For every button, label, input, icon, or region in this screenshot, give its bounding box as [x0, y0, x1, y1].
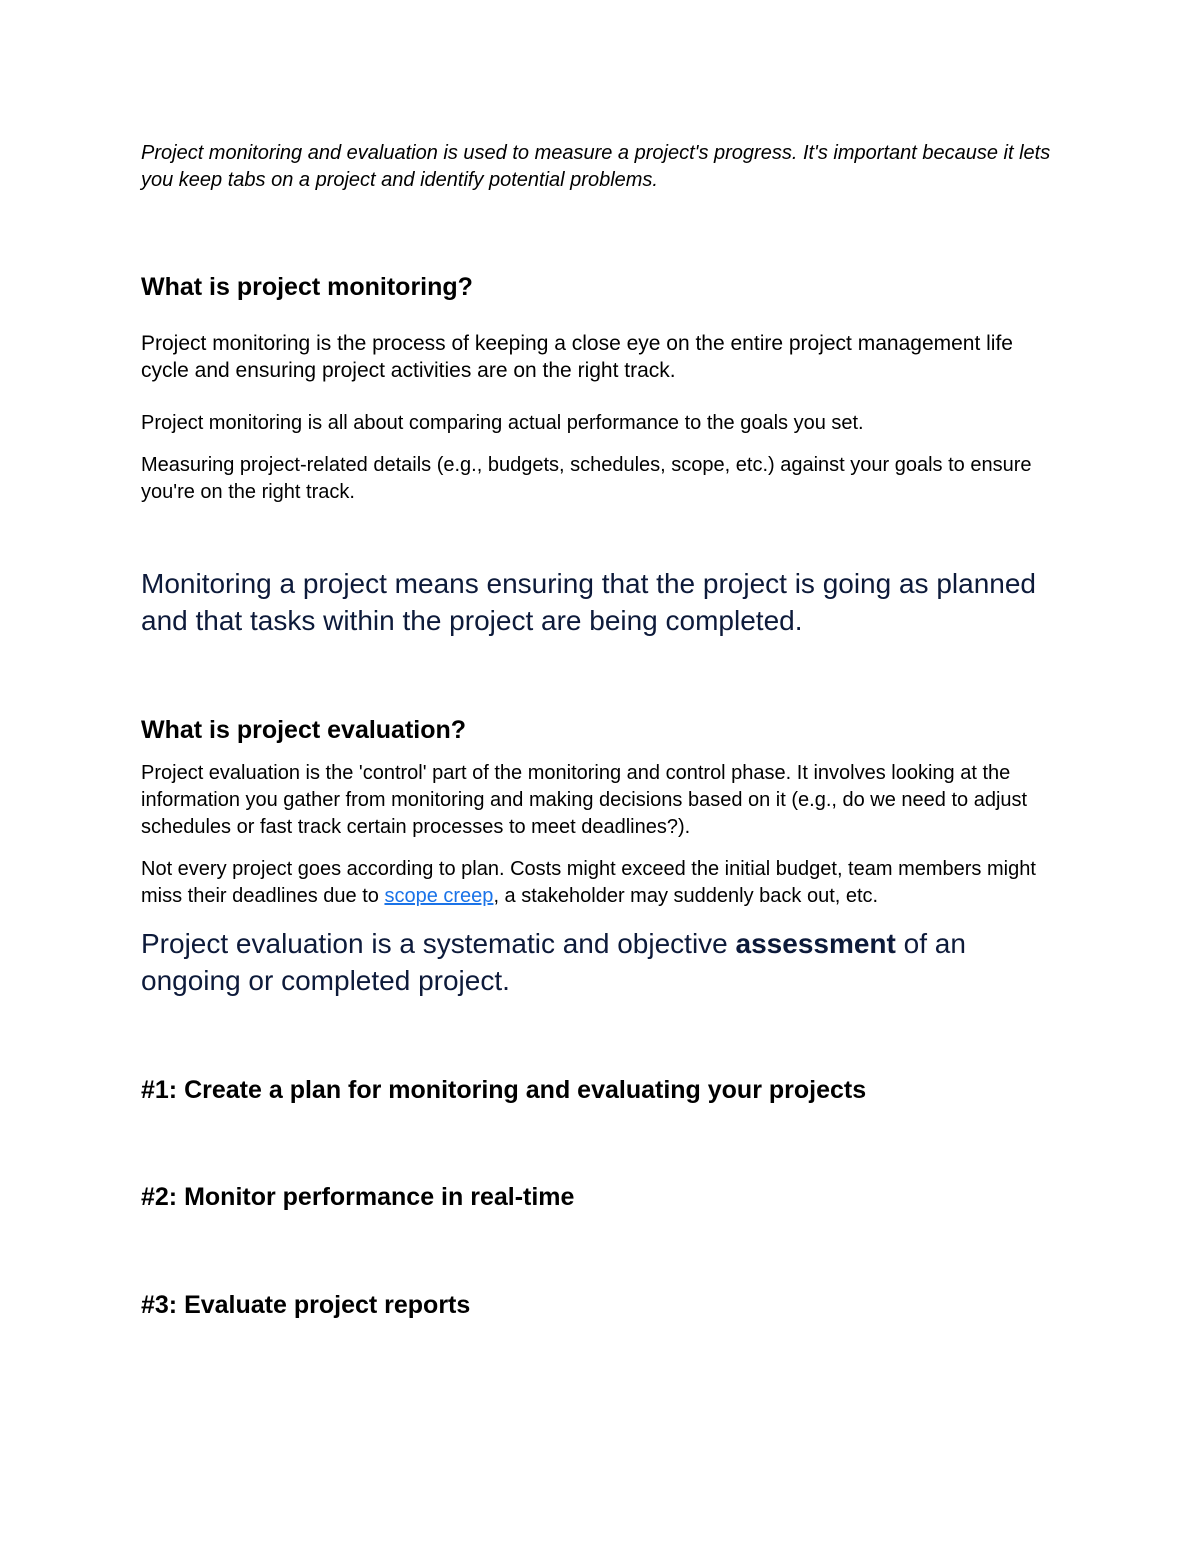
- step-1-heading: #1: Create a plan for monitoring and evaluating your projects: [141, 1076, 867, 1104]
- evaluation-callout-start: Project evaluation is a systematic and objective: [141, 928, 736, 959]
- monitoring-paragraph-3: Measuring project-related details (e.g., budgets, schedules, scope, etc.) against your goals to ensure you're on the right track.: [141, 454, 1032, 503]
- evaluation-paragraph-2-end: , a stakeholder may suddenly back out, etc.: [493, 885, 879, 907]
- evaluation-heading: What is project evaluation?: [141, 716, 467, 744]
- evaluation-paragraph-2: [141, 856, 1061, 910]
- monitoring-paragraph-2: Project monitoring is all about comparing actual performance to the goals you set.: [141, 412, 864, 434]
- intro-paragraph: Project monitoring and evaluation is used to measure a project's progress. It's important because it lets you keep tabs on a project and identify potential problems.: [141, 142, 1051, 191]
- evaluation-callout-bold: assessment: [735, 928, 896, 959]
- step-2-heading: #2: Monitor performance in real-time: [141, 1183, 575, 1211]
- evaluation-paragraph-2-start: Not every project goes according to plan. Costs might exceed the initial budget, team members might miss their deadlines due to: [141, 858, 1036, 907]
- monitoring-paragraph-1: Project monitoring is the process of keeping a close eye on the entire project management life cycle and ensuring project activities are on the right track.: [141, 332, 1013, 382]
- monitoring-callout: Monitoring a project means ensuring that the project is going as planned and that tasks within the project are being completed.: [141, 568, 1036, 636]
- monitoring-heading: What is project monitoring?: [141, 273, 473, 301]
- evaluation-callout-end: of an ongoing or completed project.: [141, 928, 966, 996]
- step-3-heading: #3: Evaluate project reports: [141, 1291, 471, 1319]
- evaluation-paragraph-1: Project evaluation is the 'control' part of the monitoring and control phase. It involves looking at the information you gather from monitoring and making decisions based on it (e.g., do we need to adjust schedules or fast track certain processes to meet deadlines?).: [141, 762, 1028, 838]
- evaluation-callout: [141, 925, 1061, 999]
- scope-creep-link[interactable]: scope creep: [384, 885, 494, 907]
